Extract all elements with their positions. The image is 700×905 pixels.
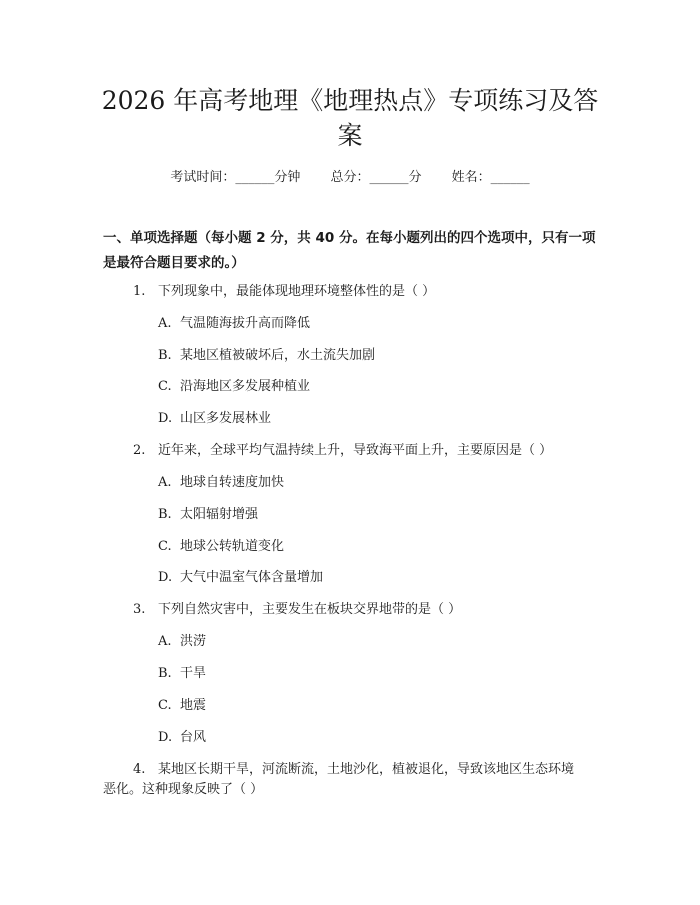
- total-score-label: 总分：: [330, 170, 370, 185]
- student-name-blank: ______: [490, 170, 530, 185]
- question-3-number: 3.: [133, 602, 146, 617]
- question-1-option-d: [158, 409, 271, 429]
- option-text: 大气中温室气体含量增加: [180, 570, 324, 585]
- option-text: 地震: [180, 698, 207, 713]
- question-1-option-a: [158, 314, 310, 334]
- question-2-option-b: [158, 505, 258, 525]
- option-letter: A.: [158, 475, 172, 490]
- option-letter: A.: [158, 634, 172, 649]
- question-2-option-c: [158, 537, 284, 557]
- exam-time-label: 考试时间：: [170, 170, 236, 185]
- option-letter: D.: [158, 570, 173, 585]
- option-text: 地球自转速度加快: [180, 475, 285, 490]
- question-4-number: 4.: [133, 762, 146, 777]
- option-letter: C.: [158, 539, 172, 554]
- question-2-number: 2.: [133, 443, 146, 458]
- option-letter: D.: [158, 411, 173, 426]
- total-score-blank: ______: [369, 170, 409, 185]
- question-1-option-c: [158, 377, 310, 397]
- option-letter: B.: [158, 507, 172, 522]
- option-text: 台风: [180, 730, 207, 745]
- option-text: 山区多发展林业: [180, 411, 272, 426]
- option-letter: C.: [158, 379, 172, 394]
- option-text: 太阳辐射增强: [180, 507, 259, 522]
- question-1-text: 下列现象中，最能体现地理环境整体性的是（ ）: [158, 284, 436, 299]
- question-3-text: 下列自然灾害中，主要发生在板块交界地带的是（ ）: [158, 602, 462, 617]
- option-letter: B.: [158, 348, 172, 363]
- question-3-option-b: [158, 664, 206, 684]
- question-2-option-d: [158, 568, 323, 588]
- exam-time-unit: 分钟: [274, 170, 301, 185]
- option-letter: A.: [158, 316, 172, 331]
- total-score-unit: 分: [408, 170, 422, 185]
- exam-time-blank: ______: [235, 170, 275, 185]
- exam-time-field: [170, 170, 300, 185]
- section-heading-line-1: 一、单项选择题（每小题 2 分，共 40 分。在每小题列出的四个选项中，只有一项: [103, 230, 596, 246]
- student-name-field: [452, 170, 530, 185]
- option-text: 某地区植被破坏后，水土流失加剧: [180, 348, 376, 363]
- question-2-text: 近年来，全球平均气温持续上升，导致海平面上升，主要原因是（ ）: [158, 443, 553, 458]
- option-letter: B.: [158, 666, 172, 681]
- question-3-option-c: [158, 696, 206, 716]
- question-1-number: 1.: [133, 284, 146, 299]
- question-3-option-a: [158, 632, 206, 652]
- exam-meta: [0, 168, 700, 188]
- question-1-option-b: [158, 346, 375, 366]
- question-3-option-d: [158, 728, 206, 748]
- total-score-field: [330, 170, 421, 185]
- section-heading-line-2: 是最符合题目要求的。）: [103, 255, 245, 271]
- page-title-line-1: 2026 年高考地理《地理热点》专项练习及答: [101, 86, 599, 115]
- option-text: 气温随海拔升高而降低: [180, 316, 311, 331]
- option-letter: C.: [158, 698, 172, 713]
- option-text: 干旱: [180, 666, 207, 681]
- option-text: 地球公转轨道变化: [180, 539, 285, 554]
- question-4-text-line-1: 某地区长期干旱，河流断流，土地沙化，植被退化，导致该地区生态环境: [158, 762, 575, 777]
- student-name-label: 姓名：: [451, 170, 491, 185]
- option-text: 洪涝: [180, 634, 207, 649]
- question-2-option-a: [158, 473, 284, 493]
- option-letter: D.: [158, 730, 173, 745]
- page-title-line-2: 案: [337, 121, 363, 150]
- question-4-text-line-2: 恶化。这种现象反映了（ ）: [103, 782, 264, 797]
- option-text: 沿海地区多发展种植业: [180, 379, 311, 394]
